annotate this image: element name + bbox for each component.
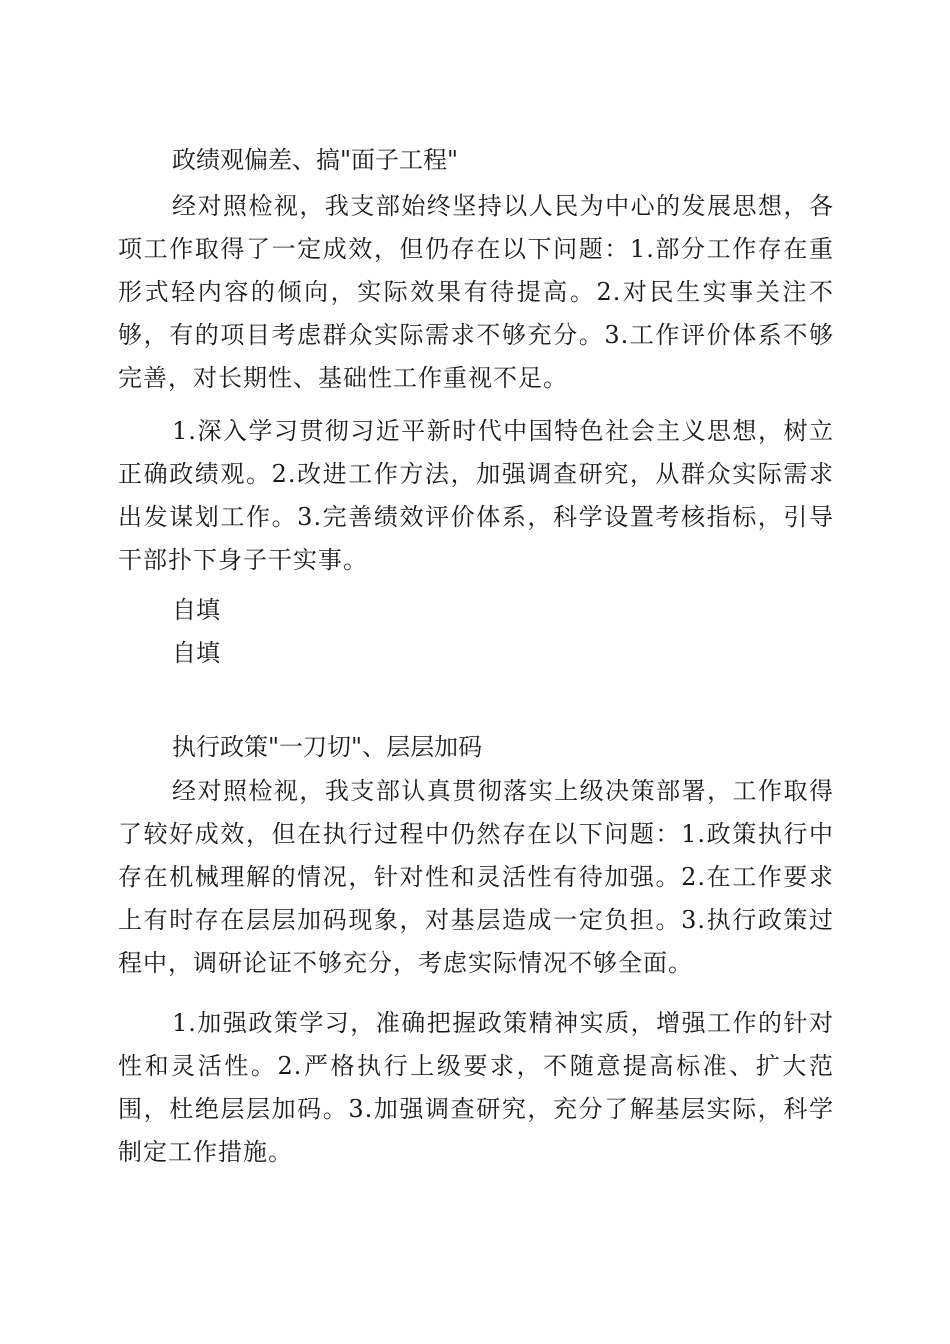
section-1-measures-paragraph: 1.深入学习贯彻习近平新时代中国特色社会主义思想，树立正确政绩观。2.改进工作方法，加强调查研究，从群众实际需求出发谋划工作。3.完善绩效评价体系，科学设置考核指标，引导干部扑下身子干实事。 — [118, 417, 834, 574]
section-2-heading: 执行政策"一刀切"、层层加码 — [172, 733, 483, 761]
section-2-problem-paragraph: 经对照检视，我支部认真贯彻落实上级决策部署，工作取得了较好成效，但在执行过程中仍然存在以下问题：1.政策执行中存在机械理解的情况，针对性和灵活性有待加强。2.在工作要求上有时存在层层加码现象，对基层造成一定负担。3.执行政策过程中，调研论证不够充分，考虑实际情况不够全面。 — [118, 777, 834, 977]
section-1-problem-paragraph: 经对照检视，我支部始终坚持以人民为中心的发展思想，各项工作取得了一定成效，但仍存在以下问题：1.部分工作存在重形式轻内容的倾向，实际效果有待提高。2.对民生实事关注不够，有的项目考虑群众实际需求不够充分。3.工作评价体系不够完善，对长期性、基础性工作重视不足。 — [118, 192, 834, 392]
section-1-fill-2: 自填 — [172, 639, 220, 667]
section-2-measures-paragraph: 1.加强政策学习，准确把握政策精神实质，增强工作的针对性和灵活性。2.严格执行上级要求，不随意提高标准、扩大范围，杜绝层层加码。3.加强调查研究，充分了解基层实际，科学制定工作措施。 — [118, 1009, 834, 1166]
section-1-fill-1: 自填 — [172, 596, 220, 624]
section-1-heading: 政绩观偏差、搞"面子工程" — [172, 146, 459, 174]
